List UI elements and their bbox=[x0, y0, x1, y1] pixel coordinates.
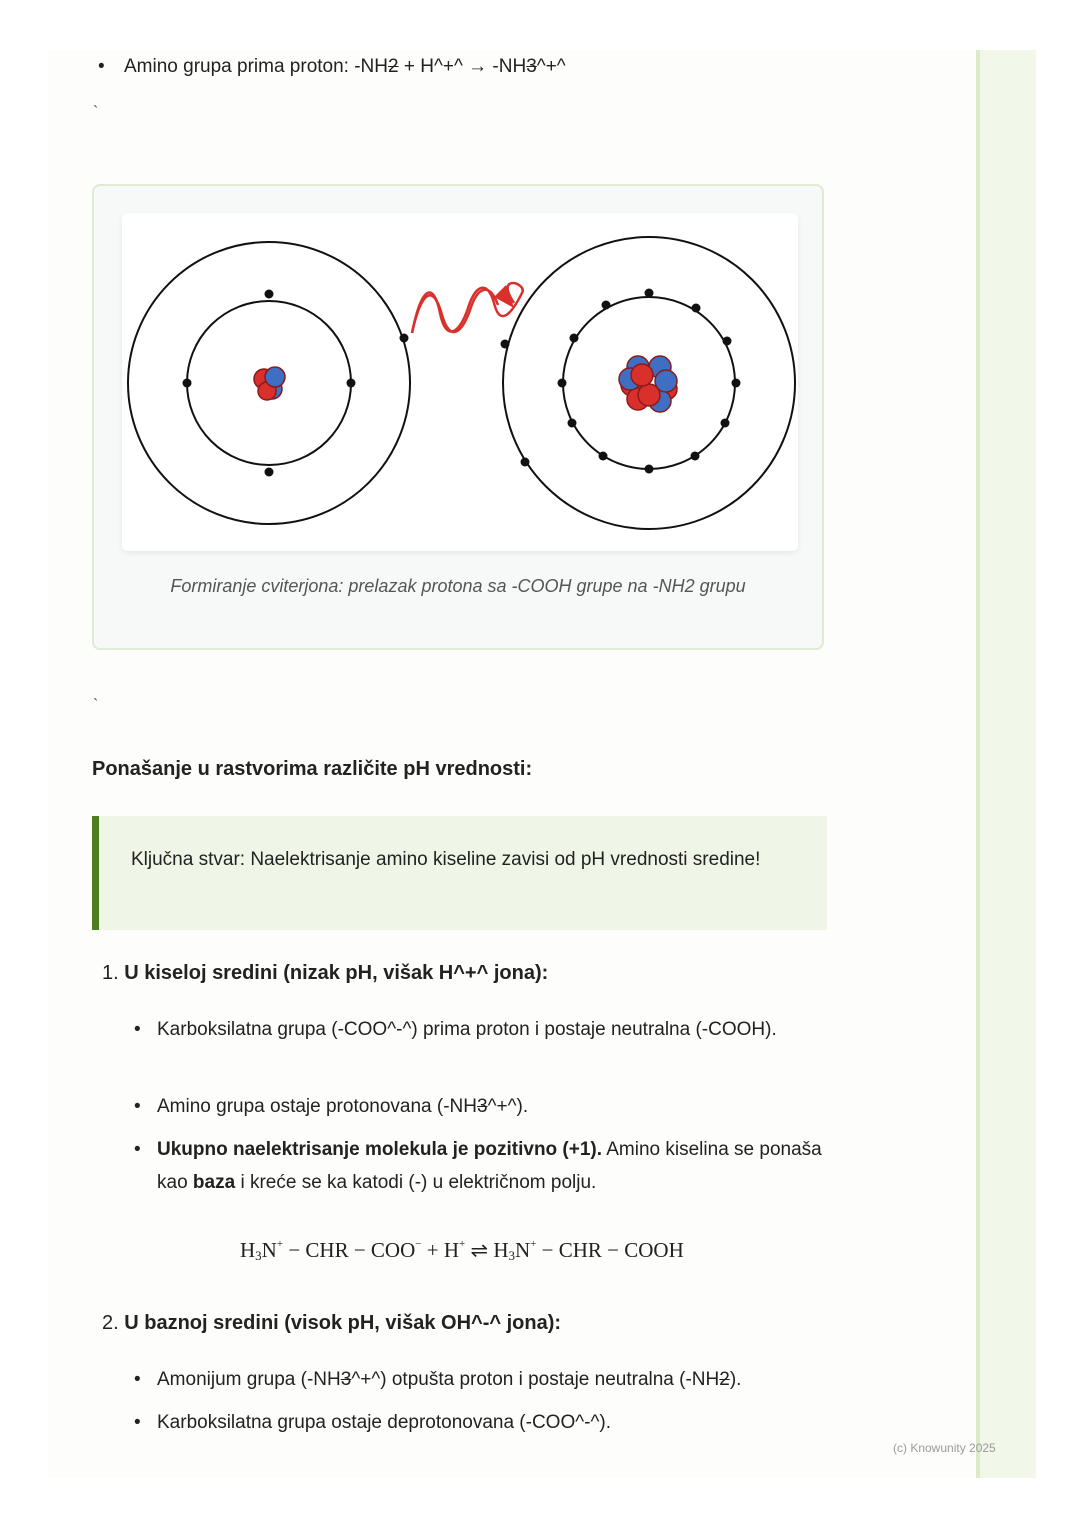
atom-diagram bbox=[122, 213, 798, 551]
stray-tick: ` bbox=[93, 697, 99, 714]
atom-diagram-svg bbox=[122, 213, 798, 551]
list-item: • Ukupno naelektrisanje molekula je pozitivno (+1). Amino kiselina se ponaša kao baza i kreće se ka katodi (-) u električnom polju. bbox=[134, 1139, 822, 1193]
stray-tick: ` bbox=[93, 104, 99, 121]
list-item: • Amino grupa ostaje protonovana (-NH3^+^). bbox=[134, 1096, 529, 1117]
amino-proton-bullet: • Amino grupa prima proton: -NH2 + H^+^ → -NH3^+^ bbox=[98, 56, 566, 77]
base-heading: 2. U baznoj sredini (visok pH, višak OH^-^ jona): bbox=[102, 1312, 562, 1334]
sidebar-strip bbox=[976, 50, 1036, 1478]
acid-heading: 1. U kiseloj sredini (nizak pH, višak H^+^ jona): bbox=[102, 962, 549, 984]
list-item: • Amonijum grupa (-NH3^+^) otpušta proton i postaje neutralna (-NH2). bbox=[134, 1369, 742, 1390]
bullet-dot: • bbox=[98, 56, 105, 77]
equilibrium-equation: $H_3N^+$ − CHR − COO− + H+ ⇌ $H_3N^+$ − CHR − COOH bbox=[240, 1238, 684, 1263]
key-callout: Ključna stvar: Naelektrisanje amino kiseline zavisi od pH vrednosti sredine! bbox=[92, 816, 827, 930]
figure-zwitterion bbox=[92, 184, 824, 650]
list-item: • Karboksilatna grupa ostaje deprotonovana (-COO^-^). bbox=[134, 1412, 612, 1433]
section-heading: Ponašanje u rastvorima različite pH vrednosti: bbox=[92, 758, 533, 780]
list-item: • Karboksilatna grupa (-COO^-^) prima proton i postaje neutralna (-COOH). bbox=[134, 1019, 777, 1040]
figure-caption: Formiranje cviterjona: prelazak protona sa -COOH grupe na -NH2 grupu bbox=[170, 576, 746, 596]
copyright-footer: (c) Knowunity 2025 bbox=[893, 1441, 996, 1455]
